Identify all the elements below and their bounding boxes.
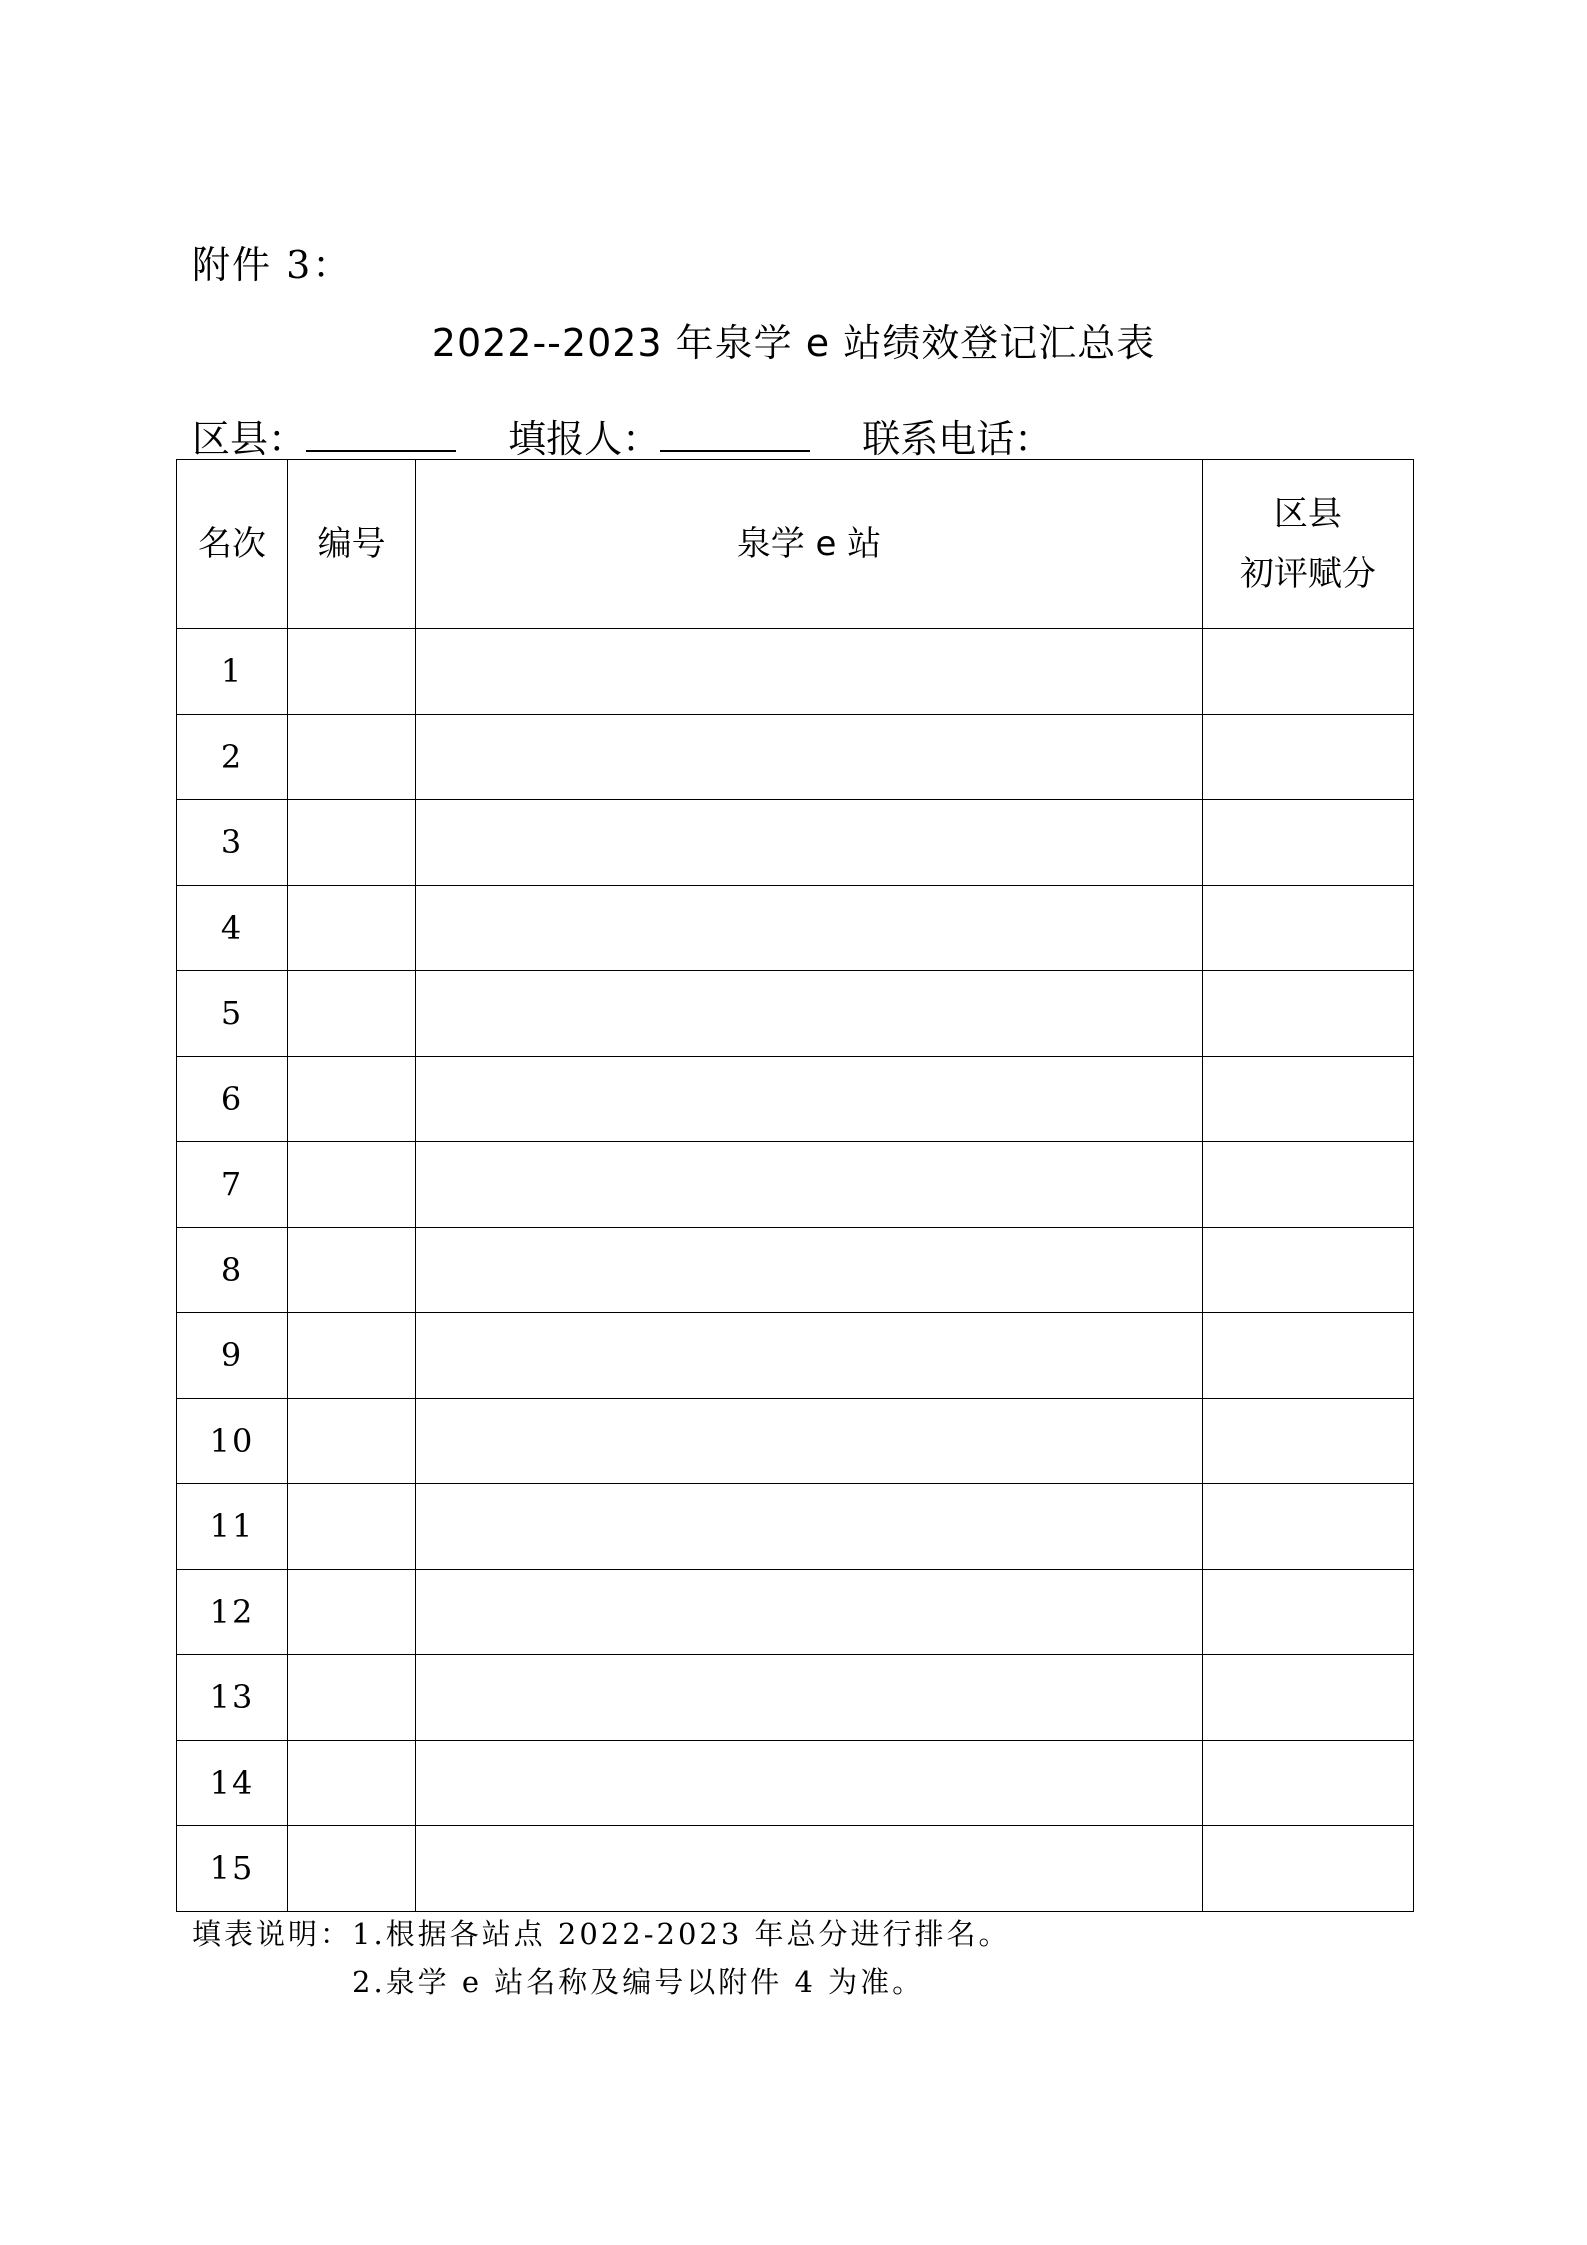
cell-score[interactable] xyxy=(1202,800,1413,886)
cell-station[interactable] xyxy=(416,1569,1203,1655)
cell-station[interactable] xyxy=(416,629,1203,715)
cell-rank: 5 xyxy=(177,971,288,1057)
cell-score[interactable] xyxy=(1202,714,1413,800)
table-row xyxy=(177,1569,1414,1655)
cell-station[interactable] xyxy=(416,1142,1203,1228)
district-blank[interactable] xyxy=(306,416,456,452)
cell-code[interactable] xyxy=(288,1313,416,1399)
header-code: 编号 xyxy=(288,460,416,629)
table-row xyxy=(177,1227,1414,1313)
cell-station[interactable] xyxy=(416,1227,1203,1313)
cell-rank: 8 xyxy=(177,1227,288,1313)
note-line-2: 2.泉学 e 站名称及编号以附件 4 为准。 xyxy=(352,1965,925,1999)
cell-station[interactable] xyxy=(416,714,1203,800)
cell-code[interactable] xyxy=(288,1142,416,1228)
cell-station[interactable] xyxy=(416,885,1203,971)
cell-station[interactable] xyxy=(416,1484,1203,1570)
table-header-row xyxy=(177,460,1414,629)
cell-station[interactable] xyxy=(416,1056,1203,1142)
cell-station[interactable] xyxy=(416,971,1203,1057)
cell-rank: 2 xyxy=(177,714,288,800)
table-row xyxy=(177,885,1414,971)
cell-score[interactable] xyxy=(1202,1313,1413,1399)
cell-score[interactable] xyxy=(1202,1398,1413,1484)
cell-rank: 15 xyxy=(177,1826,288,1912)
cell-score[interactable] xyxy=(1202,885,1413,971)
cell-score[interactable] xyxy=(1202,1484,1413,1570)
cell-station[interactable] xyxy=(416,800,1203,886)
summary-table xyxy=(176,459,1414,1912)
cell-station[interactable] xyxy=(416,1740,1203,1826)
cell-rank: 1 xyxy=(177,629,288,715)
header-score-line2: 初评赋分 xyxy=(1239,554,1376,594)
table-row xyxy=(177,714,1414,800)
table-row xyxy=(177,971,1414,1057)
cell-rank: 12 xyxy=(177,1569,288,1655)
cell-code[interactable] xyxy=(288,800,416,886)
cell-rank: 14 xyxy=(177,1740,288,1826)
table-row xyxy=(177,1142,1414,1228)
cell-code[interactable] xyxy=(288,971,416,1057)
cell-rank: 7 xyxy=(177,1142,288,1228)
cell-code[interactable] xyxy=(288,1056,416,1142)
cell-score[interactable] xyxy=(1202,1826,1413,1912)
cell-code[interactable] xyxy=(288,1569,416,1655)
table-row xyxy=(177,1398,1414,1484)
header-score xyxy=(1202,460,1413,629)
cell-score[interactable] xyxy=(1202,1655,1413,1741)
cell-rank: 9 xyxy=(177,1313,288,1399)
phone-label: 联系电话： xyxy=(862,417,1053,461)
notes xyxy=(192,1910,1011,2006)
cell-code[interactable] xyxy=(288,714,416,800)
cell-station[interactable] xyxy=(416,1313,1203,1399)
cell-rank: 13 xyxy=(177,1655,288,1741)
attachment-label: 附件 3： xyxy=(192,243,353,287)
cell-station[interactable] xyxy=(416,1398,1203,1484)
filler-blank[interactable] xyxy=(660,416,810,452)
district-label: 区县： xyxy=(192,417,307,461)
cell-rank: 10 xyxy=(177,1398,288,1484)
cell-code[interactable] xyxy=(288,1398,416,1484)
header-rank: 名次 xyxy=(177,460,288,629)
table-row xyxy=(177,1484,1414,1570)
cell-code[interactable] xyxy=(288,1740,416,1826)
table-body xyxy=(177,629,1414,1912)
cell-code[interactable] xyxy=(288,1826,416,1912)
cell-code[interactable] xyxy=(288,1484,416,1570)
cell-score[interactable] xyxy=(1202,1569,1413,1655)
table-row xyxy=(177,629,1414,715)
cell-station[interactable] xyxy=(416,1826,1203,1912)
cell-rank: 4 xyxy=(177,885,288,971)
cell-score[interactable] xyxy=(1202,1227,1413,1313)
header-station: 泉学 e 站 xyxy=(416,460,1203,629)
info-line xyxy=(192,408,1052,463)
header-score-line1: 区县 xyxy=(1273,494,1342,534)
cell-code[interactable] xyxy=(288,885,416,971)
cell-score[interactable] xyxy=(1202,1142,1413,1228)
cell-score[interactable] xyxy=(1202,1056,1413,1142)
cell-rank: 11 xyxy=(177,1484,288,1570)
cell-rank: 6 xyxy=(177,1056,288,1142)
table-row xyxy=(177,1740,1414,1826)
cell-score[interactable] xyxy=(1202,971,1413,1057)
table-row xyxy=(177,1313,1414,1399)
note-line-1: 填表说明：1.根据各站点 2022-2023 年总分进行排名。 xyxy=(192,1917,1011,1951)
cell-code[interactable] xyxy=(288,1227,416,1313)
table-row xyxy=(177,1056,1414,1142)
table-row xyxy=(177,1655,1414,1741)
cell-score[interactable] xyxy=(1202,1740,1413,1826)
filler-label: 填报人： xyxy=(508,417,661,461)
table-row xyxy=(177,800,1414,886)
cell-code[interactable] xyxy=(288,1655,416,1741)
cell-score[interactable] xyxy=(1202,629,1413,715)
table-row xyxy=(177,1826,1414,1912)
cell-code[interactable] xyxy=(288,629,416,715)
document-title: 2022--2023 年泉学 e 站绩效登记汇总表 xyxy=(431,321,1156,365)
cell-rank: 3 xyxy=(177,800,288,886)
cell-station[interactable] xyxy=(416,1655,1203,1741)
